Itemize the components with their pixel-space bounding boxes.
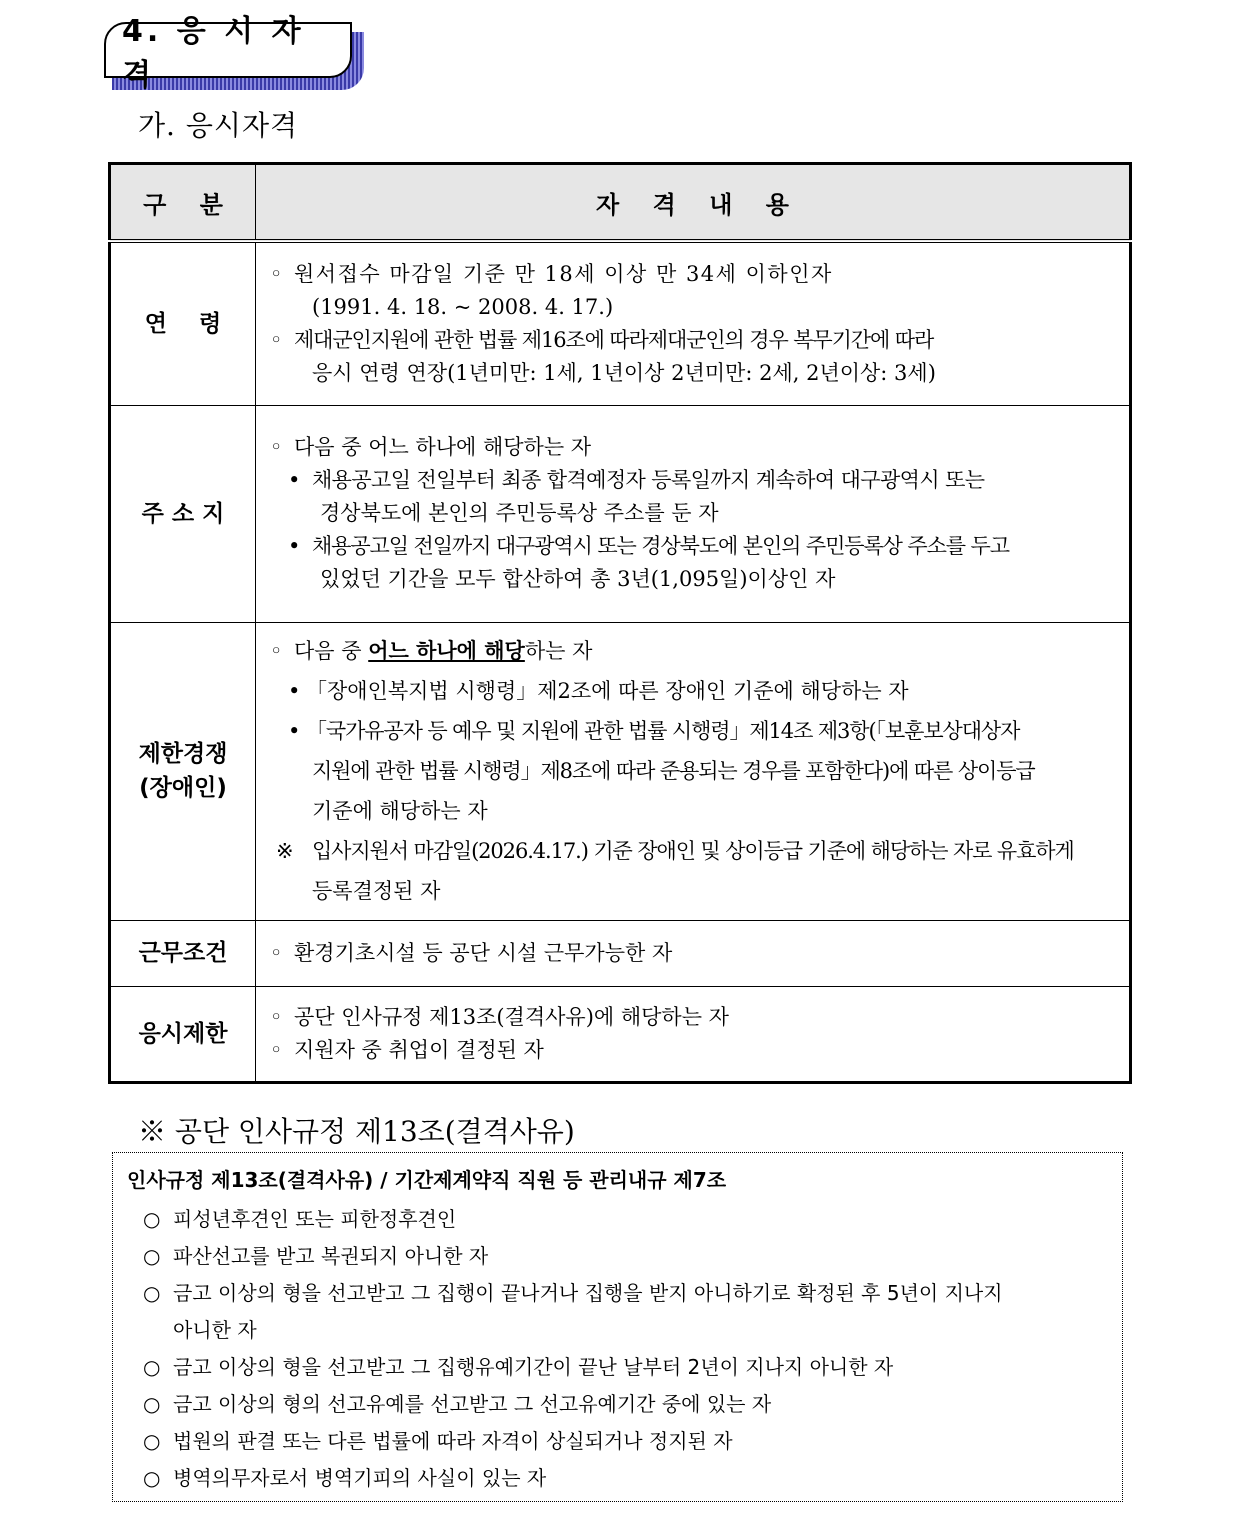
item-text: 병역의무자로서 병역기피의 사실이 있는 자 [173,1466,547,1490]
list-item-continued [127,1312,1122,1349]
table-row-work [110,920,1131,986]
section-title: 4. 응 시 자 격 [104,22,352,78]
list-item-continued [266,357,1119,390]
item-text: 등록결정된 자 [312,879,441,903]
category-restriction: 응시제한 [110,986,256,1082]
list-item-continued [266,291,1119,324]
item-text: 법원의 판결 또는 다른 법률에 따라 자격이 상실되거나 정지된 자 [173,1429,733,1453]
table-header-row [110,164,1131,242]
circle-marker: ◦ [270,1037,283,1062]
note-item [266,831,1119,871]
circle-bullet-icon: ○ [143,1429,161,1453]
list-item [127,1423,1122,1460]
circle-marker: ◦ [270,940,283,965]
content-age [256,241,1131,405]
bullet-marker: • [288,679,301,703]
item-text: 아니한 자 [173,1318,257,1342]
item-text: 금고 이상의 형을 선고받고 그 집행이 끝나거나 집행을 받지 아니하기로 확정된 후 5년이 지나지 [173,1281,1003,1305]
content-address [256,405,1131,622]
disqualification-box [112,1152,1123,1502]
circle-bullet-icon: ○ [143,1392,161,1416]
category-disabled [110,622,256,920]
content-disabled [256,622,1131,920]
list-item [266,530,1119,563]
list-item [127,1275,1122,1312]
item-text: 지원자 중 취업이 결정된 자 [294,1037,544,1062]
item-text: 다음 중 어느 하나에 해당하는 자 [294,435,592,459]
circle-marker: ◦ [270,261,283,286]
list-item [266,1034,1119,1067]
table-row-restriction [110,986,1131,1082]
circle-bullet-icon: ○ [143,1466,161,1490]
item-text-emphasis: 어느 하나에 해당 [368,639,525,663]
bullet-marker: • [288,719,301,743]
box-title: 인사규정 제13조(결격사유) / 기간제계약직 직원 등 관리내규 제7조 [127,1168,727,1192]
list-item-continued [266,751,1119,791]
item-text: 공단 인사규정 제13조(결격사유)에 해당하는 자 [294,1004,729,1029]
circle-marker: ◦ [270,327,283,352]
list-item-continued [266,497,1119,530]
item-text: 원서접수 마감일 기준 만 18세 이상 만 34세 이하인자 [294,261,833,286]
bullet-marker: • [288,468,301,492]
circle-bullet-icon: ○ [143,1355,161,1379]
list-item-continued [266,791,1119,831]
note-marker: ※ [276,839,294,863]
list-item [127,1460,1122,1497]
item-text: 파산선고를 받고 복권되지 아니한 자 [173,1244,489,1268]
item-text: 채용공고일 전일부터 최종 합격예정자 등록일까지 계속하여 대구광역시 또는 [312,468,985,492]
item-text: 하는 자 [524,639,593,663]
item-text: 기준에 해당하는 자 [312,799,488,823]
item-text: 입사지원서 마감일(2026.4.17.) 기준 장애인 및 상이등급 기준에 해당하는 자로 유효하게 [312,839,1074,863]
item-text: 응시 연령 연장(1년미만: 1세, 1년이상 2년미만: 2세, 2년이상: 3세) [312,360,936,385]
circle-marker: ◦ [270,639,283,663]
content-restriction [256,986,1131,1082]
item-text: 있었던 기간을 모두 합산하여 총 3년(1,095일)이상인 자 [320,567,836,591]
qualification-table [108,162,1132,1084]
category-line-2: (장애인) [139,775,227,801]
list-item [266,431,1119,464]
item-text: 금고 이상의 형을 선고받고 그 집행유예기간이 끝난 날부터 2년이 지나지 아니한 자 [173,1355,894,1379]
note-heading: ※ 공단 인사규정 제13조(결격사유) [138,1115,575,1148]
item-text: 지원에 관한 법률 시행령」제8조에 따라 준용되는 경우를 포함한다)에 따른 상이등급 [312,759,1035,783]
bullet-marker: • [288,534,301,558]
circle-bullet-icon: ○ [143,1207,161,1231]
item-text: 경상북도에 본인의 주민등록상 주소를 둔 자 [320,501,719,525]
item-text: 제대군인지원에 관한 법률 제16조에 따라제대군인의 경우 복무기간에 따라 [294,327,934,352]
table-row-disabled [110,622,1131,920]
content-work [256,920,1131,986]
circle-bullet-icon: ○ [143,1244,161,1268]
item-text: (1991. 4. 18. ~ 2008. 4. 17.) [312,294,614,319]
item-text: 다음 중 [294,639,369,663]
list-item [127,1238,1122,1275]
list-item [266,631,1119,671]
item-text: 「장애인복지법 시행령」제2조에 따른 장애인 기준에 해당하는 자 [306,679,909,703]
list-item-continued [266,871,1119,911]
section-title-badge [104,14,366,93]
category-line-1: 제한경쟁 [138,741,228,767]
header-category: 구 분 [110,164,256,242]
list-item [127,1349,1122,1386]
category-address: 주 소 지 [110,405,256,622]
circle-marker: ◦ [270,1004,283,1029]
item-text: 피성년후견인 또는 피한정후견인 [173,1207,457,1231]
list-item [266,324,1119,357]
table-row-address [110,405,1131,622]
item-text: 금고 이상의 형의 선고유예를 선고받고 그 선고유예기간 중에 있는 자 [173,1392,772,1416]
list-item [127,1386,1122,1423]
list-item [266,937,1119,970]
list-item-continued [266,563,1119,596]
list-item [266,258,1119,291]
list-item [266,464,1119,497]
circle-bullet-icon: ○ [143,1281,161,1305]
category-work: 근무조건 [110,920,256,986]
circle-marker: ◦ [270,435,283,459]
list-item [127,1201,1122,1238]
header-content: 자 격 내 용 [256,164,1131,242]
table-row-age [110,241,1131,405]
item-text: 「국가유공자 등 예우 및 지원에 관한 법률 시행령」제14조 제3항(「보훈보상대상자 [306,719,1020,743]
category-age: 연 령 [110,241,256,405]
item-text: 채용공고일 전일까지 대구광역시 또는 경상북도에 본인의 주민등록상 주소를 두고 [312,534,1009,558]
list-item [266,671,1119,711]
list-item [266,711,1119,751]
item-text: 환경기초시설 등 공단 시설 근무가능한 자 [294,940,673,965]
list-item [266,1001,1119,1034]
sub-heading: 가. 응시자격 [138,109,299,142]
